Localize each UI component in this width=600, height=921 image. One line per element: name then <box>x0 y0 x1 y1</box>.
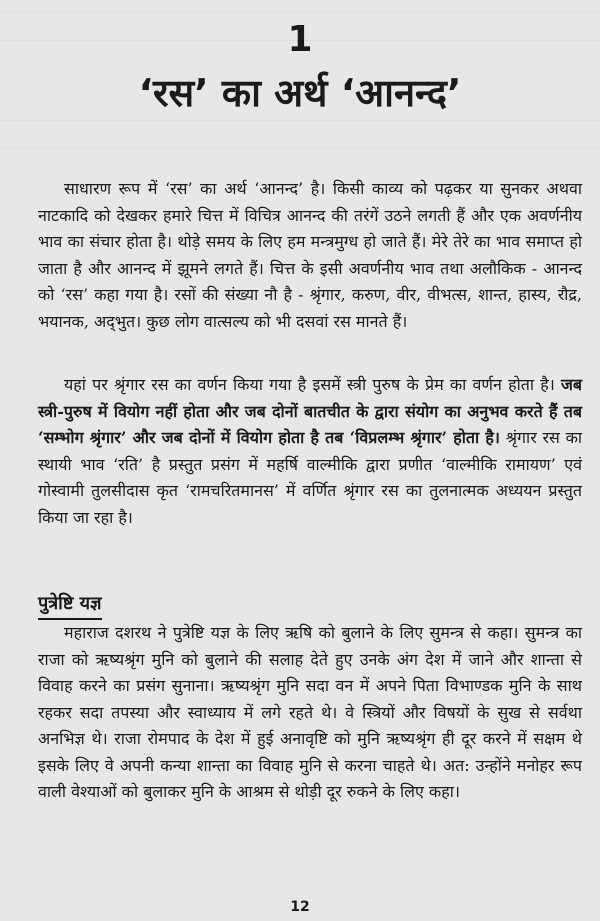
paragraph-shringar-text-end: श्रृंगार रस का स्थायी भाव ‘रति’ है प्रस्तुत प्रसंग में महर्षि वाल्मीकि द्वारा प्रणीत ‘वाल्मीकि रामायण’ एवं गोस्वामी तुलसीदास कृत ‘रामचरितमानस’ में वर्णित श्रृंगार रस का तुलनात्मक अध्ययन प्रस्तुत किया जा रहा है। <box>38 428 583 527</box>
paragraph-shringar-bold-text: जब स्त्री-पुरुष में वियोग नहीं होता और जब दोनों बातचीत के द्वारा संयोग का अनुभव करते हैं तब ‘सम्भोग श्रृंगार’ और जब दोनों में वियोग होता है तब ‘विप्रलम्भ श्रृंगार’ होता है। <box>38 375 582 447</box>
chapter-number: 1 <box>287 19 313 60</box>
paragraph-shringar-text-start: यहां पर श्रृंगार रस का वर्णन किया गया है इसमें स्त्री पुरुष के प्रेम का वर्णन होता है। <box>64 375 561 394</box>
paragraph-intro <box>38 176 582 335</box>
show-through-line <box>0 12 600 13</box>
show-through-line <box>0 120 600 121</box>
paragraph-putreshti <box>38 620 582 806</box>
section-heading: पुत्रेष्टि यज्ञ <box>38 591 102 617</box>
paragraph-intro-text: साधारण रूप में ‘रस’ का अर्थ ‘आनन्द’ है। किसी काव्य को पढ़कर या सुनकर अथवा नाटकादि को देखकर हमारे चित्त में विचित्र आनन्द की तरंगें उठने लगती हैं और एक अवर्णनीय भाव का संचार होता है। थोड़े समय के लिए हम मन्त्रमुग्ध हो जाते हैं। मेरे तेरे का भाव समाप्त हो जाता है और आनन्द में झूमने लगते हैं। चित्त के इसी अवर्णनीय भाव तथा अलौकिक - आनन्द को ‘रस’ कहा गया है। रसों की संख्या नौ है - श्रृंगार, करुण, वीर, वीभत्स, शान्त, हास्य, रौद्र, भयानक, अद्‌भुत। कुछ लोग वात्सल्य को भी दसवां रस मानते हैं। <box>38 179 582 331</box>
show-through-line <box>0 148 600 149</box>
paragraph-shringar <box>38 372 582 531</box>
paragraph-putreshti-text: महाराज दशरथ ने पुत्रेष्टि यज्ञ के लिए ऋषि को बुलाने के लिए सुमन्त्र से कहा। सुमन्त्र का राजा को ऋष्यश्रृंग मुनि को बुलाने की सलाह देते हुए उनके अंग देश में जाने और शान्ता से विवाह करने का प्रसंग सुनाना। ऋष्यश्रृंग मुनि सदा वन में अपने पिता विभाण्डक मुनि के साथ रहकर सदा तपस्या और स्वाध्याय में लगे रहते थे। वे स्त्रियों और विषयों के सुख से सर्वथा अनभिज्ञ थे। राजा रोमपाद के देश में हुई अनावृष्टि को मुनि ऋष्यश्रृंग ही दूर करने में सक्षम थे इसके लिए वे अपनी कन्या शान्ता का विवाह मुनि से करना चाहते थे। अत: उन्होंने मनोहर रूप वाली वेश्याओं को बुलाकर मुनि के आश्रम से थोड़ी दूर रुकने के लिए कहा। <box>38 623 582 801</box>
page-number: 12 <box>290 899 310 915</box>
chapter-title: ‘रस’ का अर्थ ‘आनन्द’ <box>138 71 462 115</box>
